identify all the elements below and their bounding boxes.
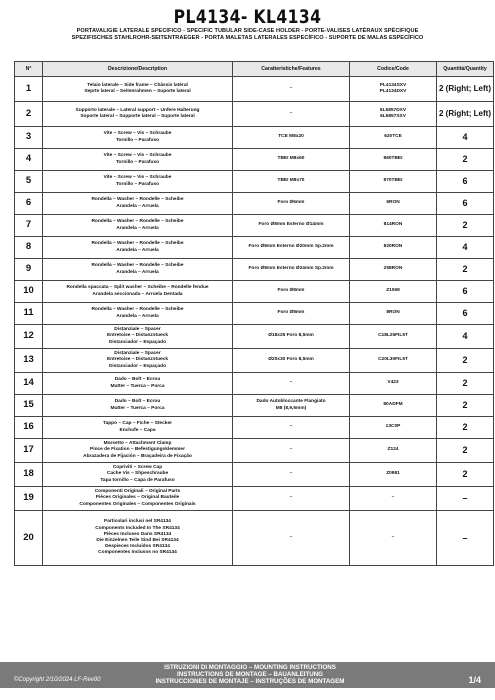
header-quantity: Quantità/Quantity bbox=[437, 62, 494, 77]
features-line: Foro Ø8mm bbox=[277, 310, 305, 316]
features-line: – bbox=[289, 424, 293, 430]
table-row bbox=[15, 439, 494, 463]
row-features bbox=[233, 215, 350, 237]
row-number: 13 bbox=[15, 349, 43, 373]
row-features bbox=[233, 325, 350, 349]
row-quantity: 2 bbox=[437, 149, 494, 171]
row-description bbox=[43, 102, 233, 127]
row-number: 11 bbox=[15, 303, 43, 325]
row-features bbox=[233, 303, 350, 325]
row-features bbox=[233, 281, 350, 303]
row-code bbox=[350, 102, 437, 127]
table-row bbox=[15, 325, 494, 349]
description-line: Seprte lateral – Seitenrahmen – Suporte lateral bbox=[84, 89, 191, 94]
row-quantity: 2 bbox=[437, 417, 494, 439]
row-quantity: 6 bbox=[437, 303, 494, 325]
row-code bbox=[350, 149, 437, 171]
row-quantity: 2 bbox=[437, 259, 494, 281]
code-line: 814RON bbox=[383, 222, 403, 228]
row-quantity: 2 bbox=[437, 395, 494, 417]
row-description bbox=[43, 127, 233, 149]
features-line: – bbox=[289, 380, 293, 386]
features-line: TBEI M8x70 bbox=[277, 178, 305, 184]
document-title: PL4134- KL4134 bbox=[173, 6, 322, 28]
row-description bbox=[43, 395, 233, 417]
table-row bbox=[15, 171, 494, 193]
header-code: Codice/Code bbox=[350, 62, 437, 77]
features-line: Foro Ø8mm Esterno Ø20mm Sp.2mm bbox=[248, 244, 334, 250]
header-features: Caratteristiche/Features bbox=[233, 62, 350, 77]
code-line: PL4134SXV bbox=[379, 82, 407, 88]
description-line: Enchufe – Capa bbox=[119, 427, 156, 433]
description-line: Copriviti – Screw Cap bbox=[112, 465, 163, 471]
code-line: 13C0P bbox=[385, 424, 401, 430]
row-number: 7 bbox=[15, 215, 43, 237]
row-number: 18 bbox=[15, 463, 43, 487]
features-line: M8 (8,9,5mm) bbox=[275, 405, 307, 411]
table-row bbox=[15, 463, 494, 487]
row-features bbox=[233, 439, 350, 463]
description-line: Arandela – Arruela bbox=[116, 269, 159, 275]
row-description bbox=[43, 77, 233, 102]
row-number: 16 bbox=[15, 417, 43, 439]
table-row bbox=[15, 417, 494, 439]
row-description bbox=[43, 325, 233, 349]
row-description bbox=[43, 303, 233, 325]
description-line: Arandela seccionada – Arruela Dentada bbox=[92, 291, 183, 297]
row-description bbox=[43, 511, 233, 566]
row-quantity: – bbox=[437, 487, 494, 511]
description-line: Componentes Inclusos no SR4134 bbox=[98, 550, 177, 556]
table-row bbox=[15, 149, 494, 171]
table-row bbox=[15, 127, 494, 149]
row-quantity: 2 bbox=[437, 439, 494, 463]
description-line: Morsetto – Attachment Clamp bbox=[103, 441, 172, 447]
description-line: Arandela – Arruela bbox=[116, 203, 159, 209]
parts-table bbox=[14, 61, 494, 566]
row-number: 20 bbox=[15, 511, 43, 566]
row-features bbox=[233, 77, 350, 102]
description-line: Arandela – Arruela bbox=[116, 225, 159, 231]
table-body bbox=[15, 77, 494, 566]
row-features bbox=[233, 171, 350, 193]
footer-line-3: INSTRUCCIONES DE MONTAJE – INSTRUÇÕES DE MONTAGEM bbox=[155, 678, 345, 685]
code-line: 820RON bbox=[383, 244, 403, 250]
features-line: Ø20x30 Foro 8,5mm bbox=[268, 357, 314, 363]
table-row bbox=[15, 281, 494, 303]
row-code bbox=[350, 77, 437, 102]
table-row bbox=[15, 77, 494, 102]
page-number: 1/4 bbox=[468, 675, 481, 685]
code-line: 870TBEI bbox=[383, 178, 403, 184]
row-features bbox=[233, 511, 350, 566]
row-quantity: 2 bbox=[437, 463, 494, 487]
row-description bbox=[43, 149, 233, 171]
copyright-text: ©Copyright 2/10/2024 LF-Rev00 bbox=[14, 677, 101, 683]
description-line: Cache Vis – Shpeschraube bbox=[106, 471, 169, 477]
description-line: Dado – Bolt – Ecrou bbox=[114, 377, 161, 383]
subtitle-line-2: SPEZIFISCHES STAHLROHR-SEITENTRAEGER - PORTA MALETAS LATERALES ESPECÍFICO - SUPORTE DE MALAS ESPECÍFICO bbox=[71, 35, 424, 42]
description-line: Pièces Originales – Original Bauteile bbox=[95, 495, 180, 501]
table-row bbox=[15, 395, 494, 417]
features-line: TBEI M8x60 bbox=[277, 156, 305, 162]
table-row bbox=[15, 193, 494, 215]
row-description bbox=[43, 349, 233, 373]
row-code bbox=[350, 193, 437, 215]
row-features bbox=[233, 237, 350, 259]
table-row bbox=[15, 259, 494, 281]
features-line: Dado Autobloccante Flangiato bbox=[256, 399, 326, 405]
code-line: 6L5857SXV bbox=[380, 114, 406, 119]
description-line: Distanziale – Spacer bbox=[114, 351, 161, 357]
row-code bbox=[350, 215, 437, 237]
features-line: Ø18x25 Foro 8,5mm bbox=[268, 333, 314, 339]
table-row bbox=[15, 237, 494, 259]
features-line: – bbox=[289, 471, 293, 477]
row-number: 12 bbox=[15, 325, 43, 349]
row-quantity: 4 bbox=[437, 325, 494, 349]
row-features bbox=[233, 417, 350, 439]
row-number: 5 bbox=[15, 171, 43, 193]
description-line: Telaio laterale – Side frame – Châssis latéral bbox=[87, 82, 188, 88]
footer-line-1: ISTRUZIONI DI MONTAGGIO – MOUNTING INSTRUCTIONS bbox=[164, 664, 336, 671]
row-number: 10 bbox=[15, 281, 43, 303]
description-line: Pièces Incluses Dans SR4134 bbox=[103, 531, 172, 537]
row-code bbox=[350, 463, 437, 487]
row-code bbox=[350, 395, 437, 417]
row-features bbox=[233, 149, 350, 171]
description-line: Pince de Fixation – Befestigungsklemmer bbox=[90, 447, 185, 453]
row-features bbox=[233, 487, 350, 511]
row-quantity: 2 bbox=[437, 215, 494, 237]
features-line: – bbox=[289, 85, 293, 91]
table-row bbox=[15, 373, 494, 395]
code-line: Z1068 bbox=[386, 288, 400, 294]
description-line: Entretoise – Distanzstueck bbox=[106, 357, 169, 363]
code-line: Z0981 bbox=[386, 471, 400, 477]
description-line: Dado – Bolt – Ecrou bbox=[114, 399, 161, 405]
description-line: Tornillo – Parafuso bbox=[115, 159, 160, 165]
description-line: Rondella spaccata – Split washer – Scheibe – Rondelle fendue bbox=[66, 285, 209, 291]
row-quantity: 4 bbox=[437, 237, 494, 259]
row-code bbox=[350, 303, 437, 325]
row-number: 6 bbox=[15, 193, 43, 215]
table-row bbox=[15, 102, 494, 127]
code-line: 6RON bbox=[386, 200, 400, 206]
code-line: – bbox=[391, 495, 395, 501]
row-description bbox=[43, 215, 233, 237]
row-description bbox=[43, 259, 233, 281]
description-line: Components Included In The SR4134 bbox=[95, 525, 180, 531]
row-quantity: 6 bbox=[437, 171, 494, 193]
table-row bbox=[15, 487, 494, 511]
description-line: Supporto laterale – Lateral support – Unfere Halterung bbox=[75, 107, 200, 113]
code-line: 80ADFM bbox=[383, 402, 403, 408]
code-line: 620TCE bbox=[384, 134, 402, 140]
description-line: Rondella – Washer – Rondelle – Scheibe bbox=[91, 241, 184, 247]
row-number: 3 bbox=[15, 127, 43, 149]
description-line: Rondella – Washer – Rondelle – Scheibe bbox=[91, 197, 184, 203]
row-description bbox=[43, 487, 233, 511]
row-code bbox=[350, 325, 437, 349]
row-description bbox=[43, 281, 233, 303]
footer bbox=[0, 662, 495, 700]
row-number: 14 bbox=[15, 373, 43, 395]
row-description bbox=[43, 171, 233, 193]
row-code bbox=[350, 511, 437, 566]
footer-instructions bbox=[150, 664, 350, 685]
row-number: 15 bbox=[15, 395, 43, 417]
description-line: Particolari inclusi nel SR4134 bbox=[104, 519, 171, 525]
row-features bbox=[233, 102, 350, 127]
row-code bbox=[350, 349, 437, 373]
row-description bbox=[43, 193, 233, 215]
row-code bbox=[350, 373, 437, 395]
footer-line-2: INSTRUCTIONS DE MONTAGE – BAUANLEITUNG bbox=[177, 671, 323, 678]
row-code bbox=[350, 127, 437, 149]
features-line: – bbox=[289, 110, 293, 116]
features-line: Foro Ø6mm bbox=[277, 200, 305, 206]
description-line: Despieces Incluidos SR4134 bbox=[105, 544, 170, 550]
code-line: 258RON bbox=[383, 266, 403, 272]
features-line: Foro Ø8mm bbox=[277, 288, 305, 294]
row-features bbox=[233, 259, 350, 281]
code-line: 6L5857DXV bbox=[379, 107, 407, 113]
row-quantity: 4 bbox=[437, 127, 494, 149]
row-features bbox=[233, 395, 350, 417]
description-line: Distanciador – Espaçado bbox=[108, 363, 167, 369]
description-line: Rondella – Washer – Rondelle – Scheibe bbox=[91, 307, 184, 313]
row-description bbox=[43, 417, 233, 439]
description-line: Rondella – Washer – Rondelle – Scheibe bbox=[91, 219, 184, 225]
row-code bbox=[350, 237, 437, 259]
description-line: Vite – Screw – Vis – Schraube bbox=[103, 175, 172, 181]
row-number: 17 bbox=[15, 439, 43, 463]
document-header bbox=[0, 6, 495, 42]
row-quantity: 2 (Right; Left) bbox=[437, 77, 494, 102]
description-line: Arandela – Arruela bbox=[116, 313, 159, 319]
row-code bbox=[350, 171, 437, 193]
row-description bbox=[43, 463, 233, 487]
description-line: Tapa tornillo – Capa de Parafuso bbox=[100, 477, 175, 483]
code-line: – bbox=[391, 534, 395, 540]
header-num: N° bbox=[15, 62, 43, 77]
row-number: 2 bbox=[15, 102, 43, 127]
header-description: Descrizione/Description bbox=[43, 62, 233, 77]
row-number: 4 bbox=[15, 149, 43, 171]
code-line: PL4134DXV bbox=[379, 89, 407, 94]
row-quantity: – bbox=[437, 511, 494, 566]
table-header-row bbox=[15, 62, 494, 77]
table-row bbox=[15, 511, 494, 566]
description-line: Tornillo – Parafuso bbox=[115, 137, 160, 143]
description-line: Mutter – Tuerca – Porca bbox=[110, 383, 165, 389]
description-line: Soporte lateral – Supporte lateral – Suporte lateral bbox=[80, 114, 195, 119]
description-line: Distanciador – Espaçado bbox=[108, 339, 167, 345]
description-line: Tappo – Cap – Fiche – Stecker bbox=[103, 421, 172, 427]
row-features bbox=[233, 373, 350, 395]
row-number: 1 bbox=[15, 77, 43, 102]
table-row bbox=[15, 349, 494, 373]
features-line: – bbox=[289, 534, 293, 540]
row-code bbox=[350, 281, 437, 303]
row-code bbox=[350, 417, 437, 439]
code-line: C20L30FIL5T bbox=[378, 357, 408, 363]
row-number: 19 bbox=[15, 487, 43, 511]
row-description bbox=[43, 439, 233, 463]
row-description bbox=[43, 237, 233, 259]
row-features bbox=[233, 127, 350, 149]
row-description bbox=[43, 373, 233, 395]
features-line: Foro Ø8mm Esterno Ø24mm Sp.2mm bbox=[248, 266, 334, 272]
row-features bbox=[233, 193, 350, 215]
description-line: Die Einzelnen Teile Sind Bei SR4134 bbox=[96, 538, 179, 543]
row-features bbox=[233, 349, 350, 373]
row-number: 8 bbox=[15, 237, 43, 259]
code-line: Z124 bbox=[387, 447, 399, 453]
row-code bbox=[350, 487, 437, 511]
description-line: Arandela – Arruela bbox=[116, 247, 159, 253]
description-line: Mutter – Tuerca – Porca bbox=[110, 405, 165, 411]
description-line: Abrazadera de Fijación – Braçadeira de Fixação bbox=[83, 453, 192, 459]
row-quantity: 2 bbox=[437, 349, 494, 373]
features-line: Foro Ø8mm Esterno Ø14mm bbox=[258, 222, 324, 228]
row-code bbox=[350, 259, 437, 281]
row-quantity: 6 bbox=[437, 281, 494, 303]
description-line: Vite – Screw – Vis – Schraube bbox=[103, 131, 172, 137]
table-row bbox=[15, 215, 494, 237]
description-line: Entretoise – Distanzstueck bbox=[106, 333, 169, 339]
features-line: – bbox=[289, 495, 293, 501]
code-line: 8RON bbox=[386, 310, 400, 316]
description-line: Vite – Screw – Vis – Schraube bbox=[103, 153, 172, 159]
features-line: TCE M8x20 bbox=[278, 134, 304, 140]
code-line: 860TBEI bbox=[383, 156, 403, 162]
description-line: Distanziale – Spacer bbox=[114, 327, 161, 333]
row-features bbox=[233, 463, 350, 487]
description-line: Tornillo – Parafuso bbox=[115, 181, 160, 187]
row-quantity: 6 bbox=[437, 193, 494, 215]
row-quantity: 2 bbox=[437, 373, 494, 395]
code-line: V423 bbox=[387, 380, 399, 386]
table-row bbox=[15, 303, 494, 325]
code-line: C18L25FIL5T bbox=[378, 333, 408, 339]
description-line: Componenti Originali – Original Parts bbox=[94, 489, 181, 495]
row-code bbox=[350, 439, 437, 463]
row-quantity: 2 (Right; Left) bbox=[437, 102, 494, 127]
features-line: – bbox=[289, 447, 293, 453]
description-line: Rondella – Washer – Rondelle – Scheibe bbox=[91, 263, 184, 269]
subtitle-line-1: PORTAVALIGIE LATERALE SPECIFICO - SPECIFIC TUBULAR SIDE-CASE HOLDER - PORTE-VALISES LATÉRAUX SPÉCIFIQUE bbox=[76, 28, 419, 34]
row-number: 9 bbox=[15, 259, 43, 281]
description-line: Componentes Originales – Componentes Originais bbox=[79, 501, 196, 507]
